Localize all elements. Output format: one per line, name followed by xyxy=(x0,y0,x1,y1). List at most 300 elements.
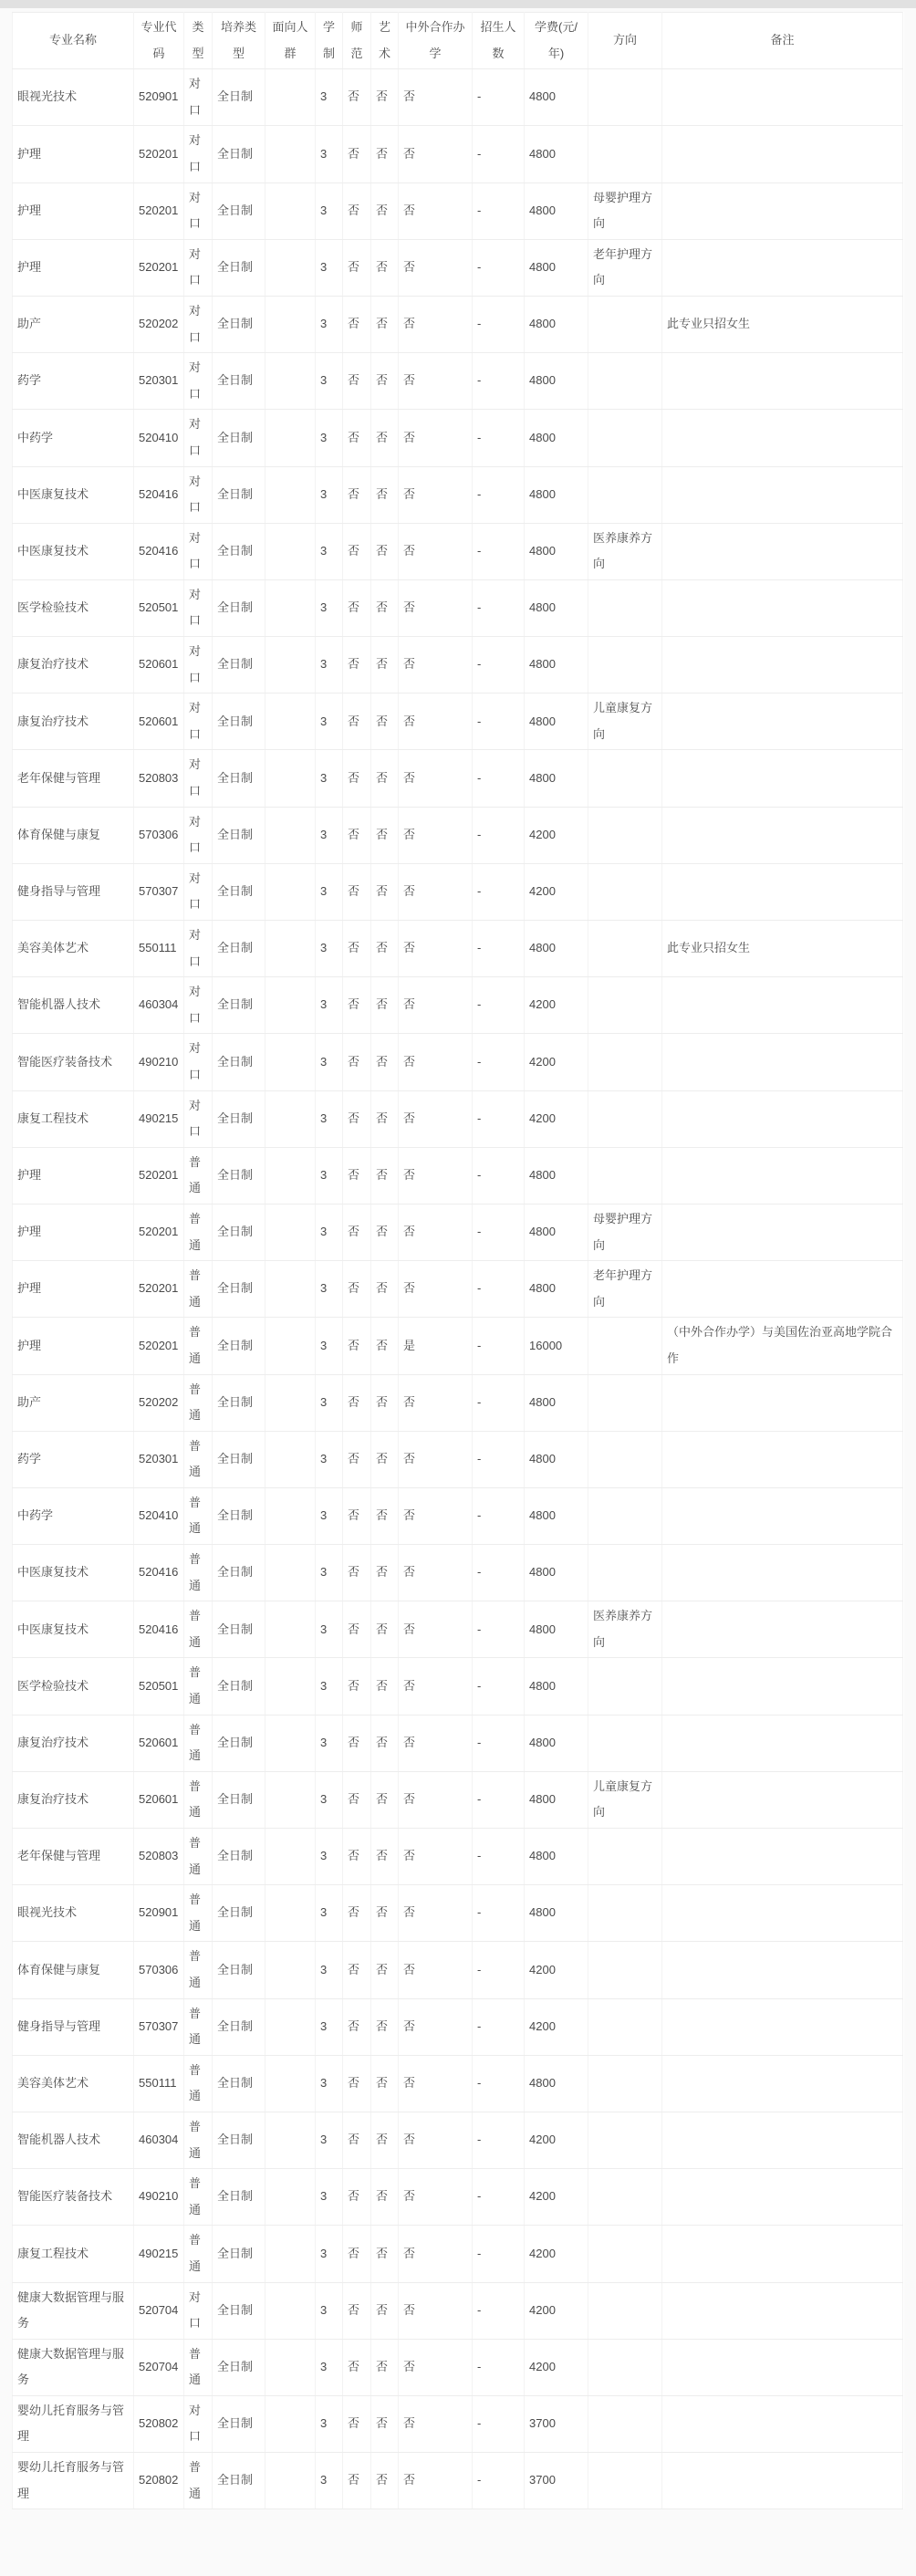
cell-study-years: 3 xyxy=(316,2055,343,2112)
cell-direction: 老年护理方向 xyxy=(588,1261,662,1318)
cell-major-name: 智能机器人技术 xyxy=(13,977,134,1034)
cell-direction xyxy=(588,1034,662,1090)
cell-enrollment: - xyxy=(473,1090,525,1147)
cell-remarks xyxy=(662,750,903,807)
cell-major-name: 美容美体艺术 xyxy=(13,921,134,977)
cell-major-name: 婴幼儿托育服务与管理 xyxy=(13,2453,134,2509)
cell-major-name: 中医康复技术 xyxy=(13,1545,134,1601)
cell-remarks xyxy=(662,69,903,126)
cell-tuition: 4800 xyxy=(525,1431,588,1487)
cell-target-group xyxy=(265,1998,316,2055)
col-header-target-group: 面向人群 xyxy=(265,13,316,69)
cell-tuition: 4800 xyxy=(525,69,588,126)
cell-remarks xyxy=(662,1204,903,1260)
cell-sino-foreign: 否 xyxy=(399,863,473,920)
cell-tuition: 4200 xyxy=(525,863,588,920)
cell-sino-foreign: 否 xyxy=(399,2282,473,2339)
cell-study-years: 3 xyxy=(316,1998,343,2055)
cell-target-group xyxy=(265,2112,316,2168)
cell-remarks: 此专业只招女生 xyxy=(662,921,903,977)
table-row xyxy=(13,2453,903,2509)
cell-art: 否 xyxy=(371,1090,399,1147)
cell-tuition: 4200 xyxy=(525,1942,588,1998)
table-row xyxy=(13,2226,903,2282)
cell-normal-edu: 否 xyxy=(343,1601,371,1658)
cell-study-years: 3 xyxy=(316,69,343,126)
cell-enrollment: - xyxy=(473,239,525,296)
cell-target-group xyxy=(265,2453,316,2509)
cell-type: 对口 xyxy=(184,523,213,579)
cell-major-code: 520803 xyxy=(134,1829,184,1885)
cell-training-type: 全日制 xyxy=(213,1431,265,1487)
cell-art: 否 xyxy=(371,1318,399,1374)
cell-sino-foreign: 否 xyxy=(399,1942,473,1998)
cell-art: 否 xyxy=(371,1885,399,1942)
col-header-art: 艺术 xyxy=(371,13,399,69)
cell-art: 否 xyxy=(371,807,399,863)
cell-major-name: 眼视光技术 xyxy=(13,1885,134,1942)
cell-major-name: 中医康复技术 xyxy=(13,1601,134,1658)
table-row xyxy=(13,1771,903,1828)
cell-study-years: 3 xyxy=(316,353,343,410)
cell-major-name: 中药学 xyxy=(13,410,134,466)
cell-sino-foreign: 否 xyxy=(399,410,473,466)
col-header-training-type: 培养类型 xyxy=(213,13,265,69)
cell-major-code: 520901 xyxy=(134,1885,184,1942)
cell-art: 否 xyxy=(371,2339,399,2395)
cell-tuition: 4800 xyxy=(525,1487,588,1544)
cell-tuition: 4800 xyxy=(525,410,588,466)
cell-direction: 老年护理方向 xyxy=(588,239,662,296)
table-row xyxy=(13,921,903,977)
cell-target-group xyxy=(265,579,316,636)
cell-art: 否 xyxy=(371,1487,399,1544)
cell-study-years: 3 xyxy=(316,296,343,352)
cell-tuition: 4800 xyxy=(525,1545,588,1601)
table-row xyxy=(13,1658,903,1715)
cell-target-group xyxy=(265,523,316,579)
cell-art: 否 xyxy=(371,863,399,920)
cell-major-name: 智能医疗装备技术 xyxy=(13,1034,134,1090)
cell-art: 否 xyxy=(371,2395,399,2452)
cell-remarks xyxy=(662,1601,903,1658)
cell-enrollment: - xyxy=(473,183,525,239)
cell-type: 对口 xyxy=(184,410,213,466)
cell-direction xyxy=(588,126,662,183)
cell-remarks xyxy=(662,410,903,466)
cell-art: 否 xyxy=(371,126,399,183)
cell-target-group xyxy=(265,977,316,1034)
cell-normal-edu: 否 xyxy=(343,1658,371,1715)
cell-study-years: 3 xyxy=(316,2395,343,2452)
cell-remarks xyxy=(662,1829,903,1885)
cell-tuition: 4800 xyxy=(525,1715,588,1771)
cell-target-group xyxy=(265,807,316,863)
cell-art: 否 xyxy=(371,2226,399,2282)
cell-tuition: 4800 xyxy=(525,1771,588,1828)
cell-normal-edu: 否 xyxy=(343,863,371,920)
cell-sino-foreign: 否 xyxy=(399,1204,473,1260)
col-header-normal-edu: 师范 xyxy=(343,13,371,69)
cell-major-name: 护理 xyxy=(13,1204,134,1260)
cell-major-name: 护理 xyxy=(13,1147,134,1204)
cell-training-type: 全日制 xyxy=(213,1261,265,1318)
cell-sino-foreign: 否 xyxy=(399,296,473,352)
cell-study-years: 3 xyxy=(316,1771,343,1828)
cell-normal-edu: 否 xyxy=(343,1771,371,1828)
cell-major-code: 520202 xyxy=(134,296,184,352)
cell-major-name: 康复工程技术 xyxy=(13,1090,134,1147)
cell-study-years: 3 xyxy=(316,126,343,183)
cell-normal-edu: 否 xyxy=(343,523,371,579)
cell-target-group xyxy=(265,2226,316,2282)
cell-normal-edu: 否 xyxy=(343,466,371,523)
cell-major-code: 520410 xyxy=(134,1487,184,1544)
table-row xyxy=(13,1601,903,1658)
cell-type: 对口 xyxy=(184,921,213,977)
cell-training-type: 全日制 xyxy=(213,637,265,694)
cell-type: 普通 xyxy=(184,2112,213,2168)
table-row xyxy=(13,2055,903,2112)
cell-remarks xyxy=(662,1658,903,1715)
cell-sino-foreign: 否 xyxy=(399,1885,473,1942)
cell-study-years: 3 xyxy=(316,637,343,694)
cell-type: 普通 xyxy=(184,1885,213,1942)
cell-remarks xyxy=(662,977,903,1034)
cell-remarks xyxy=(662,1885,903,1942)
cell-tuition: 4800 xyxy=(525,579,588,636)
cell-training-type: 全日制 xyxy=(213,2112,265,2168)
table-row xyxy=(13,1998,903,2055)
cell-major-name: 药学 xyxy=(13,1431,134,1487)
cell-remarks xyxy=(662,1487,903,1544)
cell-tuition: 4200 xyxy=(525,2339,588,2395)
cell-direction: 儿童康复方向 xyxy=(588,694,662,750)
cell-direction xyxy=(588,2453,662,2509)
cell-type: 普通 xyxy=(184,1374,213,1431)
cell-type: 普通 xyxy=(184,1487,213,1544)
cell-sino-foreign: 否 xyxy=(399,239,473,296)
col-header-remarks: 备注 xyxy=(662,13,903,69)
cell-art: 否 xyxy=(371,1431,399,1487)
cell-direction xyxy=(588,579,662,636)
cell-study-years: 3 xyxy=(316,410,343,466)
cell-type: 普通 xyxy=(184,1829,213,1885)
cell-normal-edu: 否 xyxy=(343,977,371,1034)
cell-training-type: 全日制 xyxy=(213,69,265,126)
cell-direction xyxy=(588,1942,662,1998)
cell-normal-edu: 否 xyxy=(343,1374,371,1431)
cell-major-code: 570306 xyxy=(134,1942,184,1998)
table-row xyxy=(13,863,903,920)
cell-target-group xyxy=(265,1885,316,1942)
cell-art: 否 xyxy=(371,2112,399,2168)
cell-direction xyxy=(588,2395,662,2452)
cell-tuition: 4800 xyxy=(525,1885,588,1942)
cell-tuition: 4200 xyxy=(525,807,588,863)
cell-tuition: 4800 xyxy=(525,1147,588,1204)
cell-training-type: 全日制 xyxy=(213,1829,265,1885)
table-row xyxy=(13,1374,903,1431)
cell-normal-edu: 否 xyxy=(343,2395,371,2452)
cell-normal-edu: 否 xyxy=(343,410,371,466)
cell-remarks xyxy=(662,1374,903,1431)
cell-major-name: 老年保健与管理 xyxy=(13,1829,134,1885)
cell-enrollment: - xyxy=(473,921,525,977)
cell-enrollment: - xyxy=(473,750,525,807)
cell-training-type: 全日制 xyxy=(213,1658,265,1715)
cell-major-code: 520803 xyxy=(134,750,184,807)
cell-enrollment: - xyxy=(473,69,525,126)
cell-sino-foreign: 否 xyxy=(399,1601,473,1658)
cell-sino-foreign: 否 xyxy=(399,1998,473,2055)
cell-type: 对口 xyxy=(184,2395,213,2452)
table-row xyxy=(13,977,903,1034)
cell-sino-foreign: 否 xyxy=(399,1147,473,1204)
cell-tuition: 4200 xyxy=(525,2112,588,2168)
cell-major-name: 助产 xyxy=(13,296,134,352)
cell-type: 对口 xyxy=(184,1034,213,1090)
cell-art: 否 xyxy=(371,183,399,239)
cell-enrollment: - xyxy=(473,466,525,523)
cell-art: 否 xyxy=(371,466,399,523)
cell-major-code: 520201 xyxy=(134,1147,184,1204)
cell-major-code: 520201 xyxy=(134,1318,184,1374)
table-row xyxy=(13,1034,903,1090)
cell-sino-foreign: 否 xyxy=(399,921,473,977)
cell-sino-foreign: 否 xyxy=(399,353,473,410)
cell-major-code: 520704 xyxy=(134,2339,184,2395)
table-row xyxy=(13,694,903,750)
cell-target-group xyxy=(265,126,316,183)
cell-enrollment: - xyxy=(473,807,525,863)
cell-art: 否 xyxy=(371,239,399,296)
cell-target-group xyxy=(265,1715,316,1771)
cell-study-years: 3 xyxy=(316,1942,343,1998)
cell-sino-foreign: 否 xyxy=(399,1658,473,1715)
col-header-study-years: 学制 xyxy=(316,13,343,69)
cell-direction xyxy=(588,1715,662,1771)
cell-tuition: 3700 xyxy=(525,2453,588,2509)
cell-study-years: 3 xyxy=(316,1658,343,1715)
cell-major-name: 老年保健与管理 xyxy=(13,750,134,807)
table-row xyxy=(13,183,903,239)
cell-remarks xyxy=(662,2453,903,2509)
cell-sino-foreign: 否 xyxy=(399,183,473,239)
cell-sino-foreign: 否 xyxy=(399,69,473,126)
cell-study-years: 3 xyxy=(316,2226,343,2282)
cell-training-type: 全日制 xyxy=(213,1942,265,1998)
cell-normal-edu: 否 xyxy=(343,579,371,636)
cell-major-code: 520201 xyxy=(134,126,184,183)
cell-type: 普通 xyxy=(184,1318,213,1374)
cell-study-years: 3 xyxy=(316,1601,343,1658)
cell-enrollment: - xyxy=(473,1318,525,1374)
cell-art: 否 xyxy=(371,1998,399,2055)
table-row xyxy=(13,2169,903,2226)
cell-art: 否 xyxy=(371,637,399,694)
cell-major-name: 中医康复技术 xyxy=(13,523,134,579)
cell-training-type: 全日制 xyxy=(213,1318,265,1374)
cell-remarks xyxy=(662,1034,903,1090)
cell-study-years: 3 xyxy=(316,2169,343,2226)
cell-tuition: 4800 xyxy=(525,126,588,183)
cell-study-years: 3 xyxy=(316,239,343,296)
table-row xyxy=(13,579,903,636)
cell-remarks xyxy=(662,1771,903,1828)
cell-study-years: 3 xyxy=(316,523,343,579)
cell-tuition: 4800 xyxy=(525,750,588,807)
cell-sino-foreign: 否 xyxy=(399,1715,473,1771)
cell-study-years: 3 xyxy=(316,2282,343,2339)
cell-normal-edu: 否 xyxy=(343,296,371,352)
cell-major-code: 520704 xyxy=(134,2282,184,2339)
cell-direction xyxy=(588,921,662,977)
cell-remarks xyxy=(662,1545,903,1601)
col-header-major-code: 专业代码 xyxy=(134,13,184,69)
cell-target-group xyxy=(265,1771,316,1828)
table-row xyxy=(13,2339,903,2395)
cell-target-group xyxy=(265,1942,316,1998)
cell-major-name: 康复治疗技术 xyxy=(13,637,134,694)
cell-study-years: 3 xyxy=(316,807,343,863)
cell-major-code: 520416 xyxy=(134,1601,184,1658)
cell-remarks xyxy=(662,1715,903,1771)
cell-major-name: 智能机器人技术 xyxy=(13,2112,134,2168)
cell-training-type: 全日制 xyxy=(213,921,265,977)
cell-training-type: 全日制 xyxy=(213,1374,265,1431)
cell-major-code: 520601 xyxy=(134,694,184,750)
cell-tuition: 4800 xyxy=(525,523,588,579)
cell-target-group xyxy=(265,1147,316,1204)
cell-enrollment: - xyxy=(473,2055,525,2112)
cell-sino-foreign: 否 xyxy=(399,126,473,183)
cell-training-type: 全日制 xyxy=(213,353,265,410)
table-row xyxy=(13,1147,903,1204)
cell-target-group xyxy=(265,1601,316,1658)
cell-training-type: 全日制 xyxy=(213,977,265,1034)
cell-target-group xyxy=(265,1318,316,1374)
cell-training-type: 全日制 xyxy=(213,2395,265,2452)
cell-tuition: 4800 xyxy=(525,637,588,694)
cell-major-code: 520901 xyxy=(134,69,184,126)
cell-type: 普通 xyxy=(184,1545,213,1601)
cell-study-years: 3 xyxy=(316,863,343,920)
cell-target-group xyxy=(265,1487,316,1544)
cell-training-type: 全日制 xyxy=(213,2453,265,2509)
cell-major-name: 健身指导与管理 xyxy=(13,863,134,920)
cell-type: 对口 xyxy=(184,977,213,1034)
table-row xyxy=(13,410,903,466)
cell-remarks xyxy=(662,2282,903,2339)
cell-direction xyxy=(588,410,662,466)
col-header-type: 类型 xyxy=(184,13,213,69)
cell-target-group xyxy=(265,2169,316,2226)
cell-remarks xyxy=(662,466,903,523)
cell-sino-foreign: 否 xyxy=(399,2395,473,2452)
col-header-direction: 方向 xyxy=(588,13,662,69)
cell-enrollment: - xyxy=(473,296,525,352)
cell-art: 否 xyxy=(371,69,399,126)
cell-target-group xyxy=(265,1090,316,1147)
cell-target-group xyxy=(265,1034,316,1090)
table-row xyxy=(13,1261,903,1318)
cell-direction xyxy=(588,353,662,410)
cell-tuition: 4800 xyxy=(525,353,588,410)
cell-remarks: （中外合作办学）与美国佐治亚高地学院合作 xyxy=(662,1318,903,1374)
cell-training-type: 全日制 xyxy=(213,1998,265,2055)
cell-study-years: 3 xyxy=(316,1374,343,1431)
cell-enrollment: - xyxy=(473,1658,525,1715)
cell-enrollment: - xyxy=(473,523,525,579)
cell-type: 普通 xyxy=(184,1942,213,1998)
cell-normal-edu: 否 xyxy=(343,1829,371,1885)
cell-remarks xyxy=(662,1942,903,1998)
cell-study-years: 3 xyxy=(316,750,343,807)
cell-study-years: 3 xyxy=(316,977,343,1034)
cell-direction xyxy=(588,2169,662,2226)
cell-major-code: 520201 xyxy=(134,1261,184,1318)
cell-major-code: 520301 xyxy=(134,1431,184,1487)
cell-tuition: 4200 xyxy=(525,1090,588,1147)
cell-remarks xyxy=(662,694,903,750)
cell-training-type: 全日制 xyxy=(213,863,265,920)
cell-major-name: 护理 xyxy=(13,126,134,183)
cell-enrollment: - xyxy=(473,2112,525,2168)
cell-type: 普通 xyxy=(184,1658,213,1715)
cell-remarks xyxy=(662,2055,903,2112)
cell-tuition: 4800 xyxy=(525,1261,588,1318)
cell-major-code: 570306 xyxy=(134,807,184,863)
cell-type: 普通 xyxy=(184,2169,213,2226)
cell-sino-foreign: 否 xyxy=(399,750,473,807)
table-row xyxy=(13,353,903,410)
cell-study-years: 3 xyxy=(316,1545,343,1601)
cell-art: 否 xyxy=(371,1771,399,1828)
cell-direction xyxy=(588,2226,662,2282)
cell-remarks xyxy=(662,1261,903,1318)
cell-study-years: 3 xyxy=(316,1829,343,1885)
cell-direction xyxy=(588,296,662,352)
cell-direction xyxy=(588,1487,662,1544)
cell-remarks xyxy=(662,2226,903,2282)
cell-training-type: 全日制 xyxy=(213,523,265,579)
cell-enrollment: - xyxy=(473,1261,525,1318)
table-row xyxy=(13,1487,903,1544)
cell-normal-edu: 否 xyxy=(343,69,371,126)
cell-major-name: 护理 xyxy=(13,1318,134,1374)
cell-enrollment: - xyxy=(473,1771,525,1828)
cell-major-code: 550111 xyxy=(134,2055,184,2112)
cell-sino-foreign: 否 xyxy=(399,2453,473,2509)
cell-art: 否 xyxy=(371,2055,399,2112)
cell-major-code: 520416 xyxy=(134,1545,184,1601)
col-header-major-name: 专业名称 xyxy=(13,13,134,69)
cell-remarks xyxy=(662,1998,903,2055)
cell-direction xyxy=(588,2282,662,2339)
cell-normal-edu: 否 xyxy=(343,807,371,863)
col-header-enrollment: 招生人数 xyxy=(473,13,525,69)
table-row xyxy=(13,2282,903,2339)
cell-major-name: 康复治疗技术 xyxy=(13,694,134,750)
cell-direction xyxy=(588,1374,662,1431)
cell-target-group xyxy=(265,466,316,523)
cell-sino-foreign: 否 xyxy=(399,694,473,750)
cell-target-group xyxy=(265,410,316,466)
cell-study-years: 3 xyxy=(316,1261,343,1318)
cell-sino-foreign: 是 xyxy=(399,1318,473,1374)
cell-study-years: 3 xyxy=(316,694,343,750)
